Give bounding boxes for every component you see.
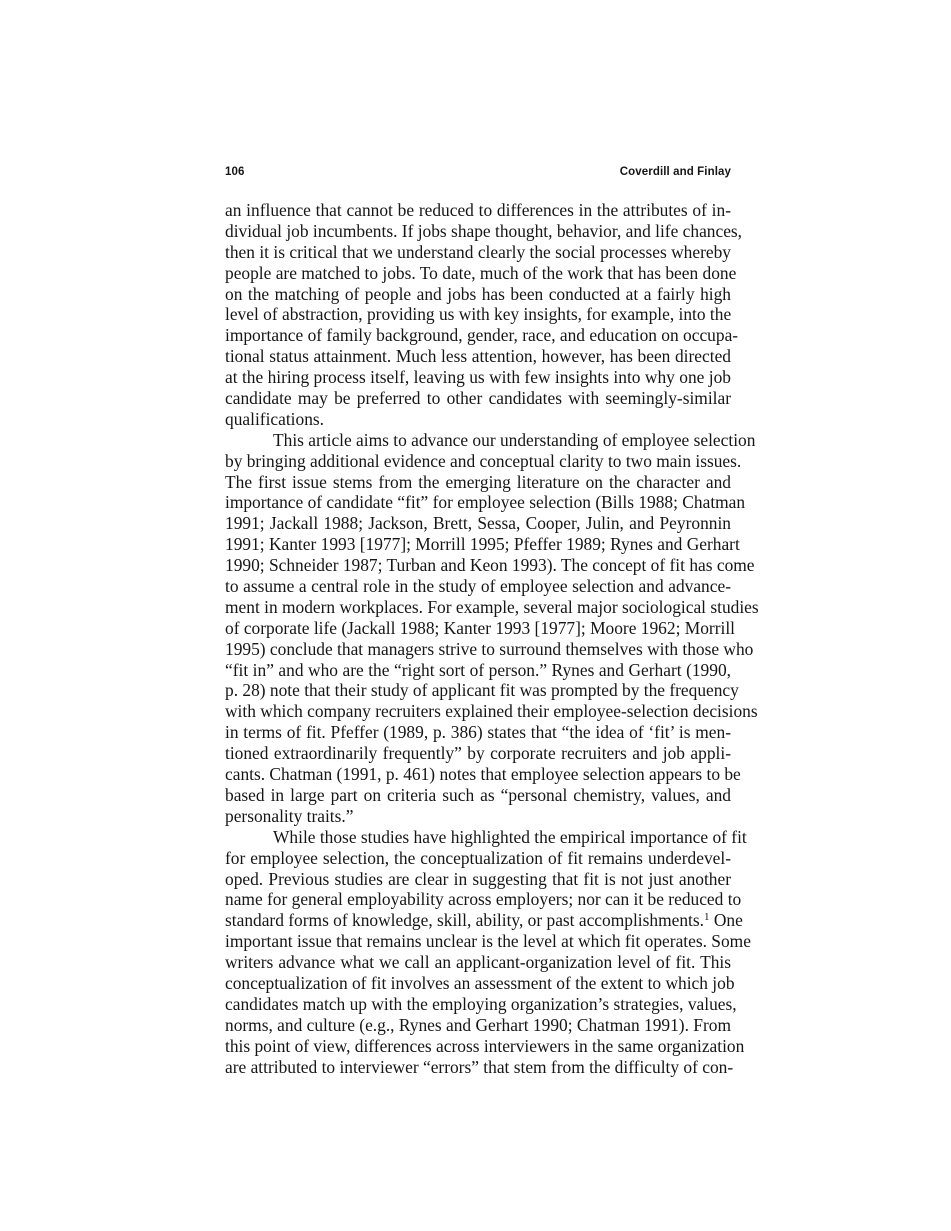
text-line: an influence that cannot be reduced to differences in the attributes of in- [225,200,731,220]
text-line: importance of family background, gender, race, and education on occupa- [225,325,739,346]
paragraph-3 [225,826,751,1078]
text-line: qualifications. [225,408,325,429]
running-head [225,166,731,178]
text-line: this point of view, differences across interviewers in the same organization [225,1035,745,1056]
text-line: importance of candidate “fit” for employee selection (Bills 1988; Chatman [225,492,746,513]
text-line: people are matched to jobs. To date, much of the work that has been done [225,262,737,283]
text-line: conceptualization of fit involves an assessment of the extent to which job [225,972,735,993]
text-line: level of abstraction, providing us with key insights, for example, into the [225,304,732,325]
text-line: p. 28) note that their study of applicant fit was prompted by the frequency [225,680,739,701]
body-text [225,200,759,1077]
text-line: to assume a central role in the study of employee selection and advance- [225,576,731,597]
text-line: of corporate life (Jackall 1988; Kanter 1993 [1977]; Moore 1962; Morrill [225,617,735,638]
text-line: norms, and culture (e.g., Rynes and Gerhart 1990; Chatman 1991). From [225,1014,731,1035]
text-line: candidate may be preferred to other candidates with seemingly-similar [225,388,731,409]
text-line: 1995) conclude that managers strive to surround themselves with those who [225,638,754,659]
text-line: in terms of fit. Pfeffer (1989, p. 386) states that “the idea of ‘fit’ is men- [225,722,731,743]
footnote-line-text: standard forms of knowledge, skill, ability, or past accomplishments. [225,910,704,931]
text-line: tional status attainment. Much less attention, however, has been directed [225,346,731,367]
text-line: 1991; Kanter 1993 [1977]; Morrill 1995; Pfeffer 1989; Rynes and Gerhart [225,534,740,555]
text-line-with-footnote [225,910,743,931]
text-line: then it is critical that we understand clearly the social processes whereby [225,241,731,262]
text-line: on the matching of people and jobs has been conducted at a fairly high [225,283,731,304]
footnote-reference[interactable]: 1 [703,911,710,924]
paragraph-2 [225,429,759,827]
text-line: “fit in” and who are the “right sort of person.” Rynes and Gerhart (1990, [225,659,731,680]
text-line: oped. Previous studies are clear in suggesting that fit is not just another [225,868,731,889]
text-line: dividual job incumbents. If jobs shape thought, behavior, and life chances, [225,220,743,241]
text-line: are attributed to interviewer “errors” that stem from the difficulty of con- [225,1056,734,1077]
text-line: name for general employability across employers; nor can it be reduced to [225,889,742,910]
text-line: personality traits.” [225,805,354,826]
text-line: by bringing additional evidence and conceptual clarity to two main issues. [225,450,742,471]
paragraph-1 [225,200,743,430]
text-line: based in large part on criteria such as “personal chemistry, values, and [225,784,731,805]
text-line: 1990; Schneider 1987; Turban and Keon 1993). The concept of fit has come [225,555,755,576]
running-title: Coverdill and Finlay [619,166,731,178]
text-line: tioned extraordinarily frequently” by corporate recruiters and job appli- [225,743,731,764]
text-line: with which company recruiters explained their employee-selection decisions [225,701,758,722]
text-line: The first issue stems from the emerging literature on the character and [225,471,731,492]
text-line: writers advance what we call an applicant-organization level of fit. This [225,952,731,973]
text-line: cants. Chatman (1991, p. 461) notes that employee selection appears to be [225,764,741,785]
text-line: at the hiring process itself, leaving us with few insights into why one job [225,367,731,388]
page-number: 106 [225,166,245,178]
text-line: candidates match up with the employing organization’s strategies, values, [225,993,737,1014]
text-line: ment in modern workplaces. For example, several major sociological studies [225,596,759,617]
text-line: important issue that remains unclear is the level at which fit operates. Some [225,931,751,952]
footnote-line-text-after: One [709,910,743,931]
text-line: This article aims to advance our understanding of employee selection [273,429,756,450]
text-line: While those studies have highlighted the empirical importance of fit [273,826,747,847]
text-line: 1991; Jackall 1988; Jackson, Brett, Sessa, Cooper, Julin, and Peyronnin [225,513,731,534]
text-line: for employee selection, the conceptualization of fit remains underdevel- [225,847,731,868]
